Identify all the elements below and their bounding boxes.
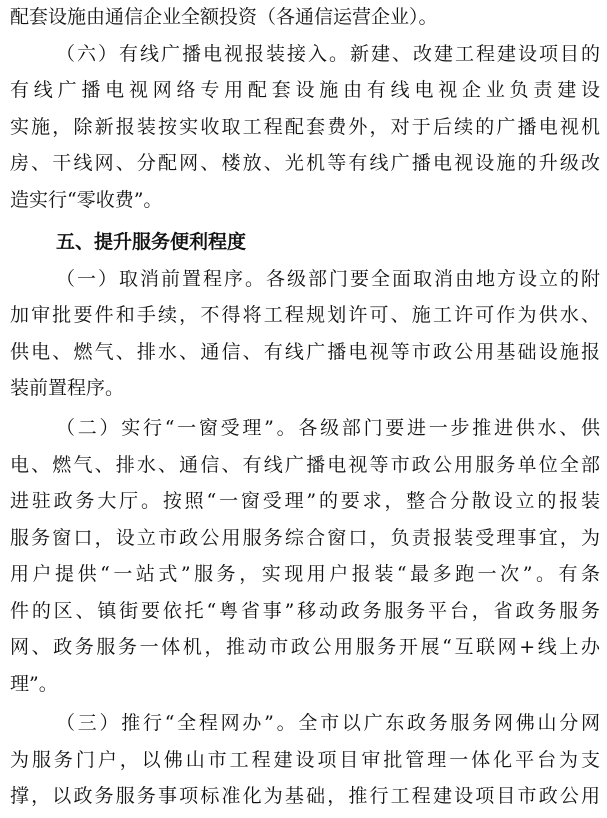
text-line-13: 电、燃气、排水、通信、有线广播电视等市政公用服务单位全部 <box>10 454 600 476</box>
paragraph-1-title-line: （一）取消前置程序。各级部门要全面取消由地方设立的附 <box>56 268 600 290</box>
text-line-14: 进驻政务大厅。按照“一窗受理”的要求，整合分散设立的报装 <box>10 490 600 512</box>
text-line-21: 为服务门户，以佛山市工程建设项目审批管理一体化平台为支 <box>10 749 600 771</box>
text-line-11: 装前置程序。 <box>10 377 125 399</box>
text-line-22: 撑，以政务服务事项标准化为基础，推行工程建设项目市政公用 <box>10 785 600 807</box>
text-line-15: 服务窗口，设立市政公用服务综合窗口，负责报装受理事宜，为 <box>10 527 600 549</box>
text-line-18: 网、政务服务一体机，推动市政公用服务开展“互联网+线上办 <box>10 636 600 658</box>
text-line-17: 件的区、镇街要依托“粤省事”移动政务服务平台，省政务服务 <box>10 600 600 622</box>
text-line-16: 用户提供“一站式”服务，实现用户报装“最多跑一次”。有条 <box>10 563 600 585</box>
paragraph-6-title-line: （六）有线广播电视报装接入。新建、改建工程建设项目的 <box>56 43 600 65</box>
paragraph-3-title-line: （三）推行“全程网办”。全市以广东政务服务网佛山分网 <box>56 712 600 734</box>
paragraph-2-title-line: （二）实行“一窗受理”。各级部门要进一步推进供水、供 <box>56 417 600 439</box>
section-heading: 五、提升服务便利程度 <box>56 231 247 253</box>
text-line-19: 理”。 <box>10 673 58 695</box>
text-line-4: 实施，除新报装按实收取工程配套费外，对于后续的广播电视机 <box>10 116 600 138</box>
text-line-9: 加审批要件和手续，不得将工程规划许可、施工许可作为供水、 <box>10 304 600 326</box>
text-line-6: 造实行“零收费”。 <box>10 189 163 211</box>
text-line-1: 配套设施由通信企业全额投资（各通信运营企业）。 <box>10 6 438 28</box>
text-line-5: 房、干线网、分配网、楼放、光机等有线广播电视设施的升级改 <box>10 152 600 174</box>
text-line-3: 有线广播电视网络专用配套设施由有线电视企业负责建设 <box>10 79 600 101</box>
text-line-10: 供电、燃气、排水、通信、有线广播电视等市政公用基础设施报 <box>10 341 600 363</box>
